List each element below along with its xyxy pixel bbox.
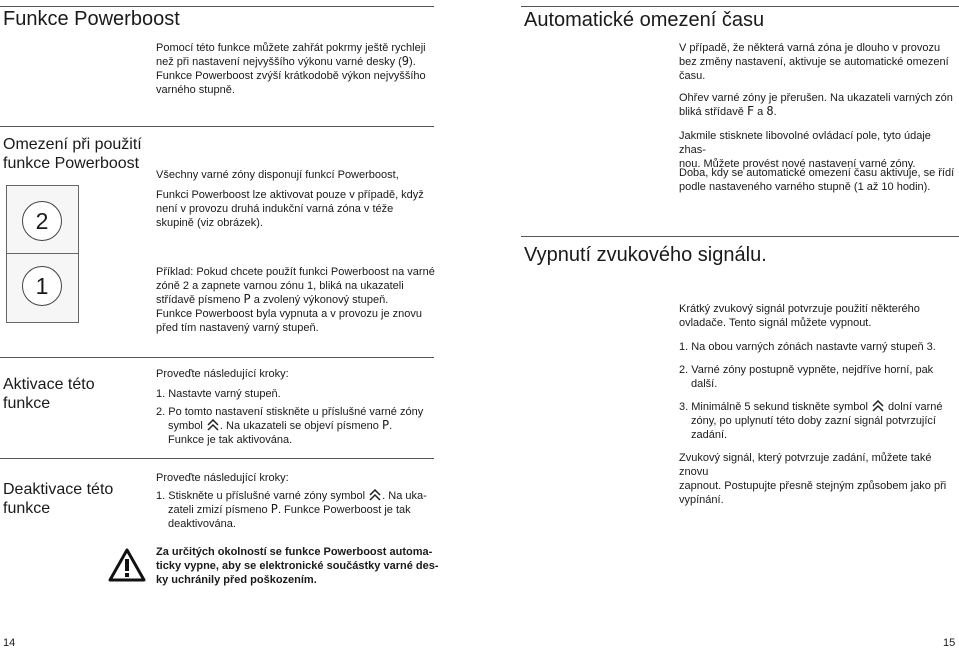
zone-1-label: 1 — [22, 266, 62, 306]
warning-text: Za určitých okolností se funkce Powerboost automa- ticky vypne, aby se elektronické součástky varné des- ky uchránily před poškozením. — [156, 546, 439, 586]
sound-step-3: 3. Minimálně 5 sekund tiskněte symbol dolní varné zóny, po uplynutí této doby zazní signál potvrzující zadání. — [679, 401, 943, 441]
activation-heading: Aktivace této funkce — [3, 376, 95, 412]
deactivation-heading: Deaktivace této funkce — [3, 481, 114, 517]
sound-step-2: 2. Varné zóny postupně vypněte, nejdříve horní, pak další. — [679, 364, 934, 390]
section-rule-sound — [521, 236, 959, 237]
restrictions-paragraph-1: Všechny varné zóny disponují funkcí Powerboost, — [156, 169, 399, 181]
hob-zone-diagram — [6, 185, 79, 323]
page-number-right: 15 — [943, 637, 956, 649]
sound-step-1: 1. Na obou varných zónách nastavte varný stupeň 3. — [679, 341, 936, 353]
warning-triangle-icon — [108, 548, 146, 582]
powerboost-chevron-icon — [368, 489, 382, 501]
page-number-left: 14 — [3, 637, 16, 649]
page-title-right: Automatické omezení času — [524, 9, 765, 31]
f-letter-symbol: F — [746, 104, 755, 118]
p-letter-symbol: P — [270, 502, 278, 516]
restrictions-heading: Omezení při použití funkce Powerboost — [3, 136, 142, 172]
section-rule-activation — [0, 357, 434, 358]
auto-limit-paragraph-4: Doba, kdy se automatické omezení času aktivuje, se řídí podle nastaveného varného stupně (1 až 10 hodin). — [679, 167, 955, 193]
deactivation-steps: Proveďte následující kroky: 1. Stiskněte u příslušné varné zóny symbol . Na uka- zateli zmizí písmeno P. Funkce Powerboost je tak deaktivována. — [156, 472, 427, 530]
section-rule-deactivation — [0, 458, 434, 459]
zone-2-label: 2 — [22, 201, 62, 241]
example-paragraph-2: Funkce Powerboost byla vypnuta a v provozu je znovu před tím nastavený varný stupeň. — [156, 308, 422, 334]
auto-limit-paragraph-2: Ohřev varné zóny je přerušen. Na ukazateli varných zón bliká střídavě F a 8. — [679, 92, 953, 118]
p-letter-symbol: P — [381, 418, 390, 432]
section-rule-restrictions — [0, 126, 434, 127]
powerboost-chevron-icon — [871, 400, 885, 412]
eight-digit-symbol: 8 — [766, 104, 774, 118]
intro-paragraph: Pomocí této funkce můžete zahřát pokrmy ještě rychleji než při nastavení nejvyššího výkonu varné desky (9). Funkce Powerboost zvýší krátkodobě výkon nejvyššího varného stupně. — [156, 42, 426, 96]
power-level-symbol: 9 — [401, 54, 410, 68]
auto-limit-paragraph-3: Jakmile stisknete libovolné ovládací pole, tyto údaje zhas- nou. Můžete provést nové nastavení varné zóny. — [679, 130, 931, 170]
powerboost-chevron-icon — [206, 419, 220, 431]
top-rule-right — [521, 6, 959, 7]
sound-paragraph-2: Zvukový signál, který potvrzuje zadání, můžete také znovu zapnout. Postupujte přesně stejným způsobem jako při vypínání. — [679, 452, 947, 506]
sound-paragraph-1: Krátký zvukový signál potvrzuje použití některého ovladače. Tento signál můžete vypnout. — [679, 303, 920, 329]
sound-signal-heading: Vypnutí zvukového signálu. — [524, 244, 767, 266]
activation-steps: Proveďte následující kroky: 1. Nastavte varný stupeň. 2. Po tomto nastavení stiskněte u příslušné varné zóny symbol . Na ukazateli se objeví písmeno P. Funkce je tak aktivována. — [156, 368, 424, 446]
p-letter-symbol: P — [243, 292, 251, 306]
page-title-left: Funkce Powerboost — [3, 8, 180, 30]
auto-limit-paragraph-1: V případě, že některá varná zóna je dlouho v provozu bez změny nastavení, aktivuje se automatické omezení času. — [679, 42, 949, 82]
example-paragraph: Příklad: Pokud chcete použít funkci Powerboost na varné zóně 2 a zapnete varnou zónu 1, bliká na ukazateli střídavě písmeno P a zvolený výkonový stupeň. — [156, 266, 435, 306]
restrictions-paragraph-2: Funkci Powerboost lze aktivovat pouze v případě, když není v provozu druhá indukční varná zóna v téže skupině (viz obrázek). — [156, 189, 424, 229]
